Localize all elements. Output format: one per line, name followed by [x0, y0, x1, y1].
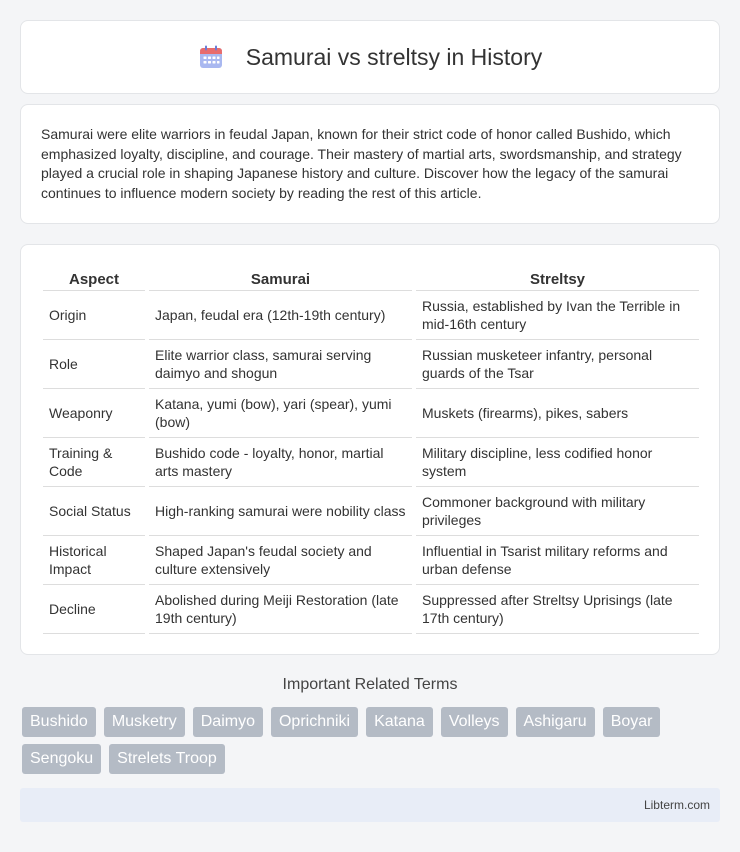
intro-text: Samurai were elite warriors in feudal Japan, known for their strict code of honor called Bushido, which emphasized loyalty, discipline, and courage. Their mastery of martial arts, swordsmanship, and strategy played a crucial role in shaping Japanese history and culture. Discover how the legacy of the samurai continues to influence modern society by reading the rest of this article. — [41, 126, 682, 201]
row-aspect: Role — [43, 340, 145, 389]
tag-musketry[interactable]: Musketry — [104, 707, 185, 737]
row-streltsy: Russian musketeer infantry, personal guards of the Tsar — [416, 340, 699, 389]
table-row — [43, 389, 699, 438]
row-streltsy: Muskets (firearms), pikes, sabers — [416, 389, 699, 438]
tag-daimyo[interactable]: Daimyo — [193, 707, 263, 737]
row-aspect: Decline — [43, 585, 145, 634]
title-wrap — [198, 44, 543, 71]
row-aspect: Origin — [43, 291, 145, 340]
table-row — [43, 438, 699, 487]
row-streltsy: Suppressed after Streltsy Uprisings (late 17th century) — [416, 585, 699, 634]
tag-ashigaru[interactable]: Ashigaru — [516, 707, 595, 737]
row-samurai: Japan, feudal era (12th-19th century) — [149, 291, 412, 340]
table-row — [43, 536, 699, 585]
row-samurai: Shaped Japan's feudal society and culture extensively — [149, 536, 412, 585]
tag-sengoku[interactable]: Sengoku — [22, 744, 101, 774]
related-terms-list — [22, 707, 722, 774]
calendar-icon — [198, 44, 224, 70]
related-terms-title: Important Related Terms — [282, 676, 458, 693]
row-samurai: Katana, yumi (bow), yari (spear), yumi (bow) — [149, 389, 412, 438]
header-aspect: Aspect — [43, 265, 145, 291]
row-streltsy: Military discipline, less codified honor system — [416, 438, 699, 487]
row-aspect: Training & Code — [43, 438, 145, 487]
intro-card — [20, 104, 720, 224]
tag-boyar[interactable]: Boyar — [603, 707, 661, 737]
footer — [20, 788, 720, 822]
header-streltsy: Streltsy — [416, 265, 699, 291]
table-row — [43, 291, 699, 340]
footer-site-link[interactable]: Libterm.com — [643, 798, 710, 812]
table-row — [43, 487, 699, 536]
row-streltsy: Influential in Tsarist military reforms and urban defense — [416, 536, 699, 585]
comparison-table-card — [20, 244, 720, 655]
row-streltsy: Russia, established by Ivan the Terrible in mid-16th century — [416, 291, 699, 340]
row-aspect: Weaponry — [43, 389, 145, 438]
row-samurai: Abolished during Meiji Restoration (late 19th century) — [149, 585, 412, 634]
tag-bushido[interactable]: Bushido — [22, 707, 96, 737]
row-samurai: High-ranking samurai were nobility class — [149, 487, 412, 536]
tag-strelets-troop[interactable]: Strelets Troop — [109, 744, 225, 774]
comparison-table — [39, 265, 703, 634]
header-card — [20, 20, 720, 94]
row-samurai: Elite warrior class, samurai serving daimyo and shogun — [149, 340, 412, 389]
table-header-row — [43, 265, 699, 291]
page-title: Samurai vs streltsy in History — [245, 43, 543, 70]
table-row — [43, 585, 699, 634]
row-aspect: Social Status — [43, 487, 145, 536]
tag-volleys[interactable]: Volleys — [441, 707, 508, 737]
tag-oprichniki[interactable]: Oprichniki — [271, 707, 358, 737]
row-samurai: Bushido code - loyalty, honor, martial arts mastery — [149, 438, 412, 487]
row-streltsy: Commoner background with military privileges — [416, 487, 699, 536]
header-samurai: Samurai — [149, 265, 412, 291]
tag-katana[interactable]: Katana — [366, 707, 433, 737]
row-aspect: Historical Impact — [43, 536, 145, 585]
table-row — [43, 340, 699, 389]
